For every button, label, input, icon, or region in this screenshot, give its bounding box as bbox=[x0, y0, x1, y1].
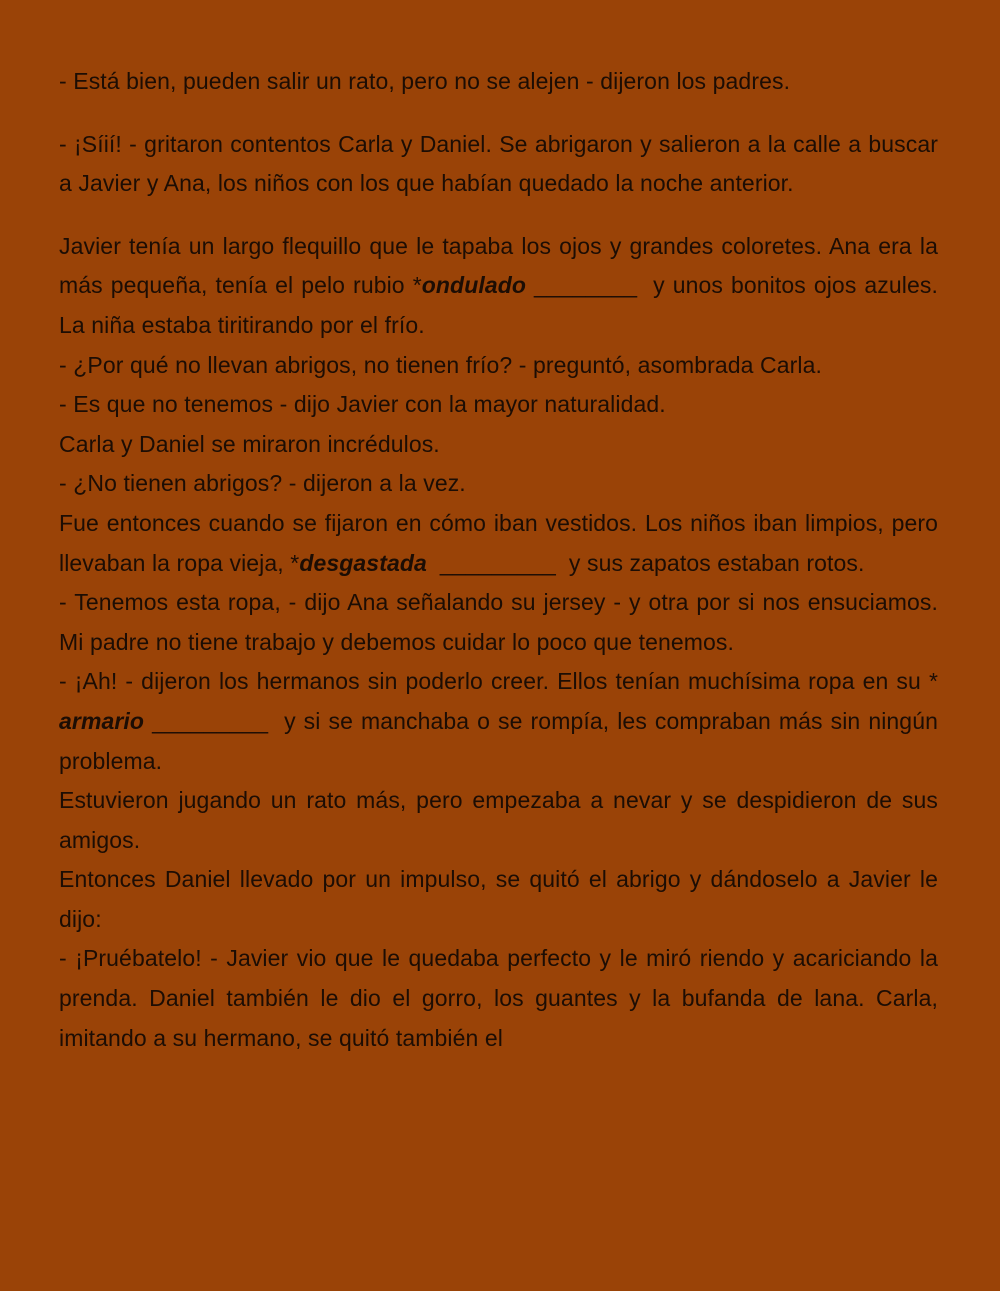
paragraph: - ¡Pruébatelo! - Javier vio que le quedaba perfecto y le miró riendo y acariciando la prenda. Daniel también le dio el gorro, los guantes y la bufanda de lana. Carla, imitando a su hermano, se quitó también el bbox=[59, 945, 938, 1051]
paragraph: - ¿Por qué no llevan abrigos, no tienen frío? - preguntó, asombrada Carla. bbox=[59, 351, 822, 378]
answer-blank[interactable]: _________ bbox=[144, 707, 277, 734]
text-run: y sus zapatos estaban rotos. bbox=[562, 549, 865, 576]
text-run: Fue entonces cuando se fijaron en cómo iban vestidos. Los niños iban limpios, pero llevaban la ropa vieja, * bbox=[59, 509, 938, 576]
vocabulary-word: ondulado bbox=[421, 272, 527, 299]
text-run: Javier tenía un largo flequillo que le tapaba los ojos y grandes coloretes. Ana era la más pequeña, tenía el pelo rubio * bbox=[59, 232, 938, 299]
paragraph bbox=[59, 662, 938, 781]
paragraph: - ¿No tienen abrigos? - dijeron a la vez. bbox=[59, 470, 466, 497]
paragraph: - ¡Síií! - gritaron contentos Carla y Daniel. Se abrigaron y salieron a la calle a buscar a Javier y Ana, los niños con los que habían quedado la noche anterior. bbox=[59, 130, 938, 197]
paragraph bbox=[59, 504, 938, 583]
paragraph: - Tenemos esta ropa, - dijo Ana señalando su jersey - y otra por si nos ensuciamos. Mi padre no tiene trabajo y debemos cuidar lo poco que tenemos. bbox=[59, 589, 938, 655]
paragraph: - Es que no tenemos - dijo Javier con la mayor naturalidad. bbox=[59, 391, 666, 418]
text-run: - ¡Ah! - dijeron los hermanos sin poderlo creer. Ellos tenían muchísima ropa en su * bbox=[59, 668, 938, 695]
paragraph: - Está bien, pueden salir un rato, pero no se alejen - dijeron los padres. bbox=[59, 68, 791, 94]
story-text bbox=[59, 62, 938, 1058]
paragraph: Entonces Daniel llevado por un impulso, se quitó el abrigo y dándoselo a Javier le dijo: bbox=[59, 866, 938, 932]
answer-blank[interactable]: _________ bbox=[426, 549, 563, 576]
paragraph: Estuvieron jugando un rato más, pero empezaba a nevar y se despidieron de sus amigos. bbox=[59, 787, 938, 853]
paragraph bbox=[59, 227, 938, 346]
vocabulary-word: armario bbox=[59, 707, 145, 734]
paragraph: Carla y Daniel se miraron incrédulos. bbox=[59, 430, 440, 457]
text-run: y si se manchaba o se rompía, les compraban más sin ningún problema. bbox=[59, 707, 938, 774]
text-run: y unos bonitos ojos azules. La niña estaba tiritirando por el frío. bbox=[59, 272, 938, 338]
answer-blank[interactable]: ________ bbox=[526, 272, 646, 299]
vocabulary-word: desgastada bbox=[299, 549, 427, 576]
